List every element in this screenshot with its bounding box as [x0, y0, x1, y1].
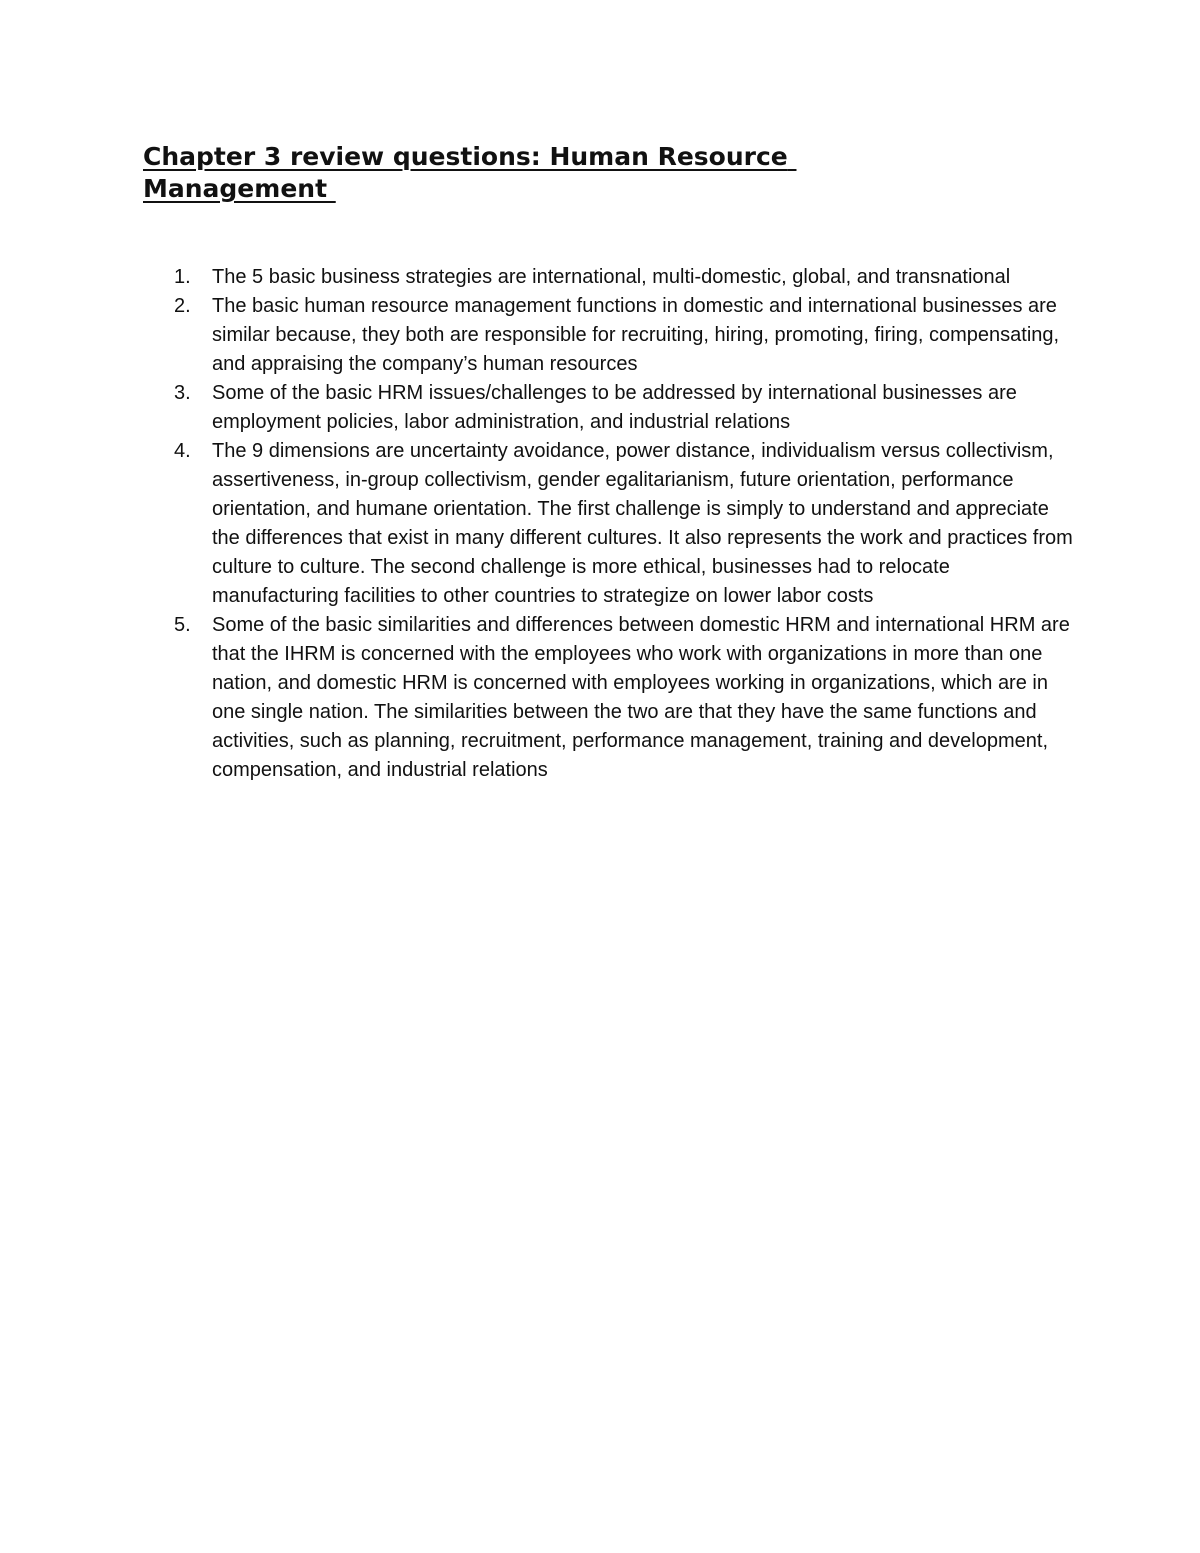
answer-item-4	[174, 437, 1074, 611]
document-title: Chapter 3 review questions: Human Resource Management	[143, 142, 797, 203]
answer-text: Some of the basic similarities and differences between domestic HRM and international HRM are that the IHRM is concerned with the employees who work with organizations in more than one nation, and domestic HRM is concerned with employees working in organizations, which are in one single nation. The similarities between the two are that they have the same functions and activities, such as planning, recruitment, performance management, training and development, compensation, and industrial relations	[212, 614, 1070, 781]
answer-item-5	[174, 611, 1074, 785]
answer-item-2	[174, 292, 1074, 379]
answer-text: The basic human resource management functions in domestic and international businesses are similar because, they both are responsible for recruiting, hiring, promoting, firing, compensating, and appraising the company’s human resources	[212, 295, 1060, 375]
answer-text: The 5 basic business strategies are international, multi-domestic, global, and transnational	[212, 266, 1011, 288]
answer-item-3	[174, 379, 1074, 437]
answer-text: Some of the basic HRM issues/challenges to be addressed by international businesses are employment policies, labor administration, and industrial relations	[212, 382, 1017, 433]
answer-item-1	[174, 263, 1074, 292]
answer-number: 3.	[174, 382, 191, 404]
answer-number: 5.	[174, 614, 191, 636]
answer-number: 1.	[174, 266, 191, 288]
answer-list	[174, 263, 1074, 785]
answer-number: 2.	[174, 295, 191, 317]
answer-number: 4.	[174, 440, 191, 462]
answer-text: The 9 dimensions are uncertainty avoidance, power distance, individualism versus collectivism, assertiveness, in-group collectivism, gender egalitarianism, future orientation, performance orientation, and humane orientation. The first challenge is simply to understand and appreciate the differences that exist in many different cultures. It also represents the work and practices from culture to culture. The second challenge is more ethical, businesses had to relocate manufacturing facilities to other countries to strategize on lower labor costs	[212, 440, 1073, 607]
